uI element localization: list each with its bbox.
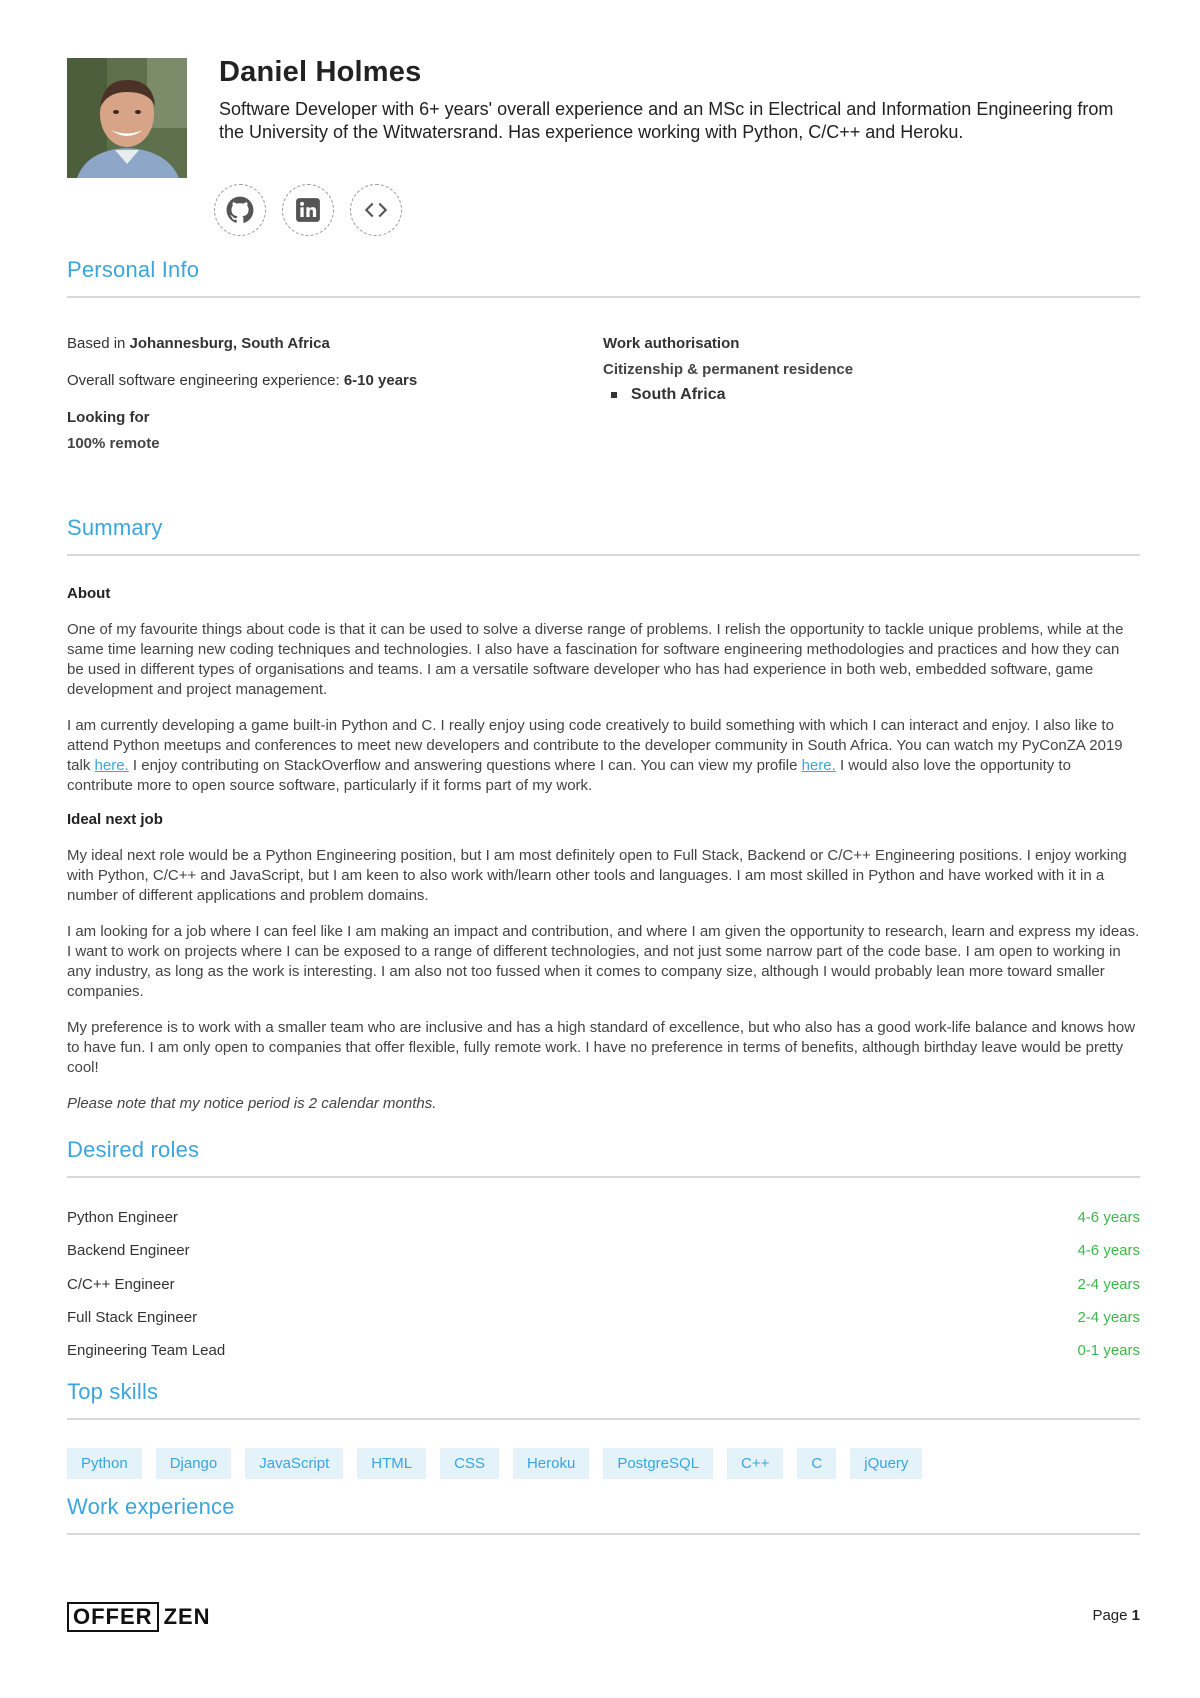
- experience-value: 6-10 years: [343, 372, 418, 389]
- github-icon: [226, 196, 254, 224]
- about-heading: About: [67, 585, 111, 602]
- role-name: Full Stack Engineer: [67, 1308, 198, 1326]
- section-divider: [67, 296, 1140, 298]
- role-row: [67, 1275, 1140, 1308]
- ideal-paragraph-3: My preference is to work with a smaller team who are inclusive and has a high standard of excellence, but who also has a good work-life balance and knows how to have fun. I am only open to companies that offer flexible, fully remote work. I have no preference in terms of benefits, although birthday leave would be pretty cool!: [67, 1019, 1136, 1076]
- ideal-job-heading: Ideal next job: [67, 811, 163, 828]
- skill-chip: Heroku: [513, 1448, 589, 1479]
- page-number: [1092, 1607, 1140, 1624]
- github-link[interactable]: [214, 184, 266, 236]
- section-title-desired-roles: Desired roles: [67, 1137, 200, 1162]
- page-number-value: 1: [1131, 1607, 1140, 1624]
- role-years: 4-6 years: [1077, 1242, 1140, 1260]
- linkedin-icon: [295, 197, 321, 223]
- skill-chip: JavaScript: [245, 1448, 343, 1479]
- social-links: [214, 184, 402, 236]
- logo-zen-text: ZEN: [163, 1604, 211, 1629]
- skill-chip: C: [797, 1448, 836, 1479]
- linkedin-link[interactable]: [282, 184, 334, 236]
- candidate-name: Daniel Holmes: [219, 56, 422, 88]
- role-name: Python Engineer: [67, 1209, 178, 1226]
- location-prefix: Based in: [67, 335, 126, 352]
- role-name: C/C++ Engineer: [67, 1275, 175, 1293]
- section-divider: [67, 1176, 1140, 1178]
- notice-period: Please note that my notice period is 2 calendar months.: [67, 1095, 437, 1112]
- section-divider: [67, 554, 1140, 556]
- about-paragraph-2: [67, 716, 1140, 796]
- pyconza-talk-link[interactable]: here.: [94, 757, 129, 774]
- skills-list: [67, 1448, 922, 1479]
- role-years: 0-1 years: [1077, 1342, 1140, 1360]
- avatar: [67, 58, 187, 178]
- ideal-paragraph-1: My ideal next role would be a Python Engineering position, but I am most definitely open to Full Stack, Backend or C/C++ Engineering positions. I enjoy working with Python, C/C++ and JavaScript, but I am keen to also work with/learn other tools and languages. I am most skilled in Python and have worked with it in a number of different applications and problem domains.: [67, 847, 1127, 904]
- role-years: 2-4 years: [1077, 1275, 1140, 1293]
- list-item: [611, 386, 1123, 404]
- offerzen-logo: [67, 1602, 211, 1632]
- summary-block: [67, 584, 1140, 1114]
- candidate-tagline: Software Developer with 6+ years' overall experience and an MSc in Electrical and Information Engineering from the University of the Witwatersrand. Has experience working with Python, C/C++ and Heroku.: [219, 99, 1114, 142]
- work-auth-label: Work authorisation: [603, 335, 740, 352]
- section-title-summary: Summary: [67, 515, 163, 540]
- personal-info-right: [603, 334, 1123, 404]
- section-title-top-skills: Top skills: [67, 1379, 159, 1404]
- role-row: [67, 1341, 1140, 1374]
- section-title-work-experience: Work experience: [67, 1494, 235, 1519]
- looking-for-label: Looking for: [67, 409, 150, 426]
- stackoverflow-profile-link[interactable]: here.: [801, 757, 836, 774]
- desired-roles-list: [67, 1208, 1140, 1374]
- portfolio-link[interactable]: [350, 184, 402, 236]
- location-line: [67, 334, 587, 354]
- logo-offer-text: OFFER: [67, 1602, 159, 1632]
- role-row: [67, 1308, 1140, 1341]
- skill-chip: PostgreSQL: [603, 1448, 713, 1479]
- skill-chip: C++: [727, 1448, 783, 1479]
- location-value: Johannesburg, South Africa: [129, 335, 330, 352]
- section-divider: [67, 1533, 1140, 1535]
- skill-chip: HTML: [357, 1448, 426, 1479]
- about-text-a: I am currently developing a game built-in Python and C. I really enjoy using code creatively to build something with which I can interact and enjoy. I also like to attend Python meetups and conferences to meet new developers and contribute to the developer community in South Africa. You can watch my PyConZA 2019 talk: [67, 717, 1123, 774]
- role-name: Backend Engineer: [67, 1242, 190, 1260]
- role-name: Engineering Team Lead: [67, 1342, 226, 1360]
- skill-chip: CSS: [440, 1448, 499, 1479]
- skill-chip: Python: [67, 1448, 142, 1479]
- role-row: [67, 1241, 1140, 1274]
- about-text-c: I would also love the opportunity to contribute more to open source software, particularly if it forms part of my work.: [67, 757, 1071, 794]
- personal-info-left: [67, 334, 587, 454]
- citizenship-label: Citizenship & permanent residence: [603, 361, 854, 378]
- bullet-icon: [611, 392, 617, 398]
- role-row: [67, 1208, 1140, 1241]
- ideal-paragraph-2: I am looking for a job where I can feel like I am making an impact and contribution, and where I am given the opportunity to research, learn and express my ideas. I want to work on projects where I can be exposed to a range of different technologies, and not just some narrow part of the code base. I am open to working in any industry, as long as the work is interesting. I am also not too fussed when it comes to company size, although I would probably lean more toward smaller companies.: [67, 923, 1140, 1000]
- skill-chip: jQuery: [850, 1448, 922, 1479]
- skill-chip: Django: [156, 1448, 232, 1479]
- experience-line: [67, 371, 587, 391]
- code-icon: [363, 197, 389, 223]
- role-years: 2-4 years: [1077, 1308, 1140, 1326]
- about-text-b: I enjoy contributing on StackOverflow and answering questions where I can. You can view my profile: [128, 757, 802, 774]
- country-value: South Africa: [631, 386, 726, 403]
- role-years: 4-6 years: [1077, 1209, 1140, 1226]
- experience-prefix: Overall software engineering experience:: [67, 372, 340, 389]
- section-title-personal-info: Personal Info: [67, 257, 200, 282]
- page-label: Page: [1092, 1607, 1128, 1624]
- looking-for-value: 100% remote: [67, 435, 160, 452]
- about-paragraph-1: One of my favourite things about code is that it can be used to solve a diverse range of problems. I relish the opportunity to tackle unique problems, while at the same time learning new coding techniques and technologies. I also have a fascination for software engineering methodologies and practices and how they can be used in different types of organisations and teams. I am a versatile software developer who has had experience in both web, embedded software, game development and project management.: [67, 621, 1124, 698]
- section-divider: [67, 1418, 1140, 1420]
